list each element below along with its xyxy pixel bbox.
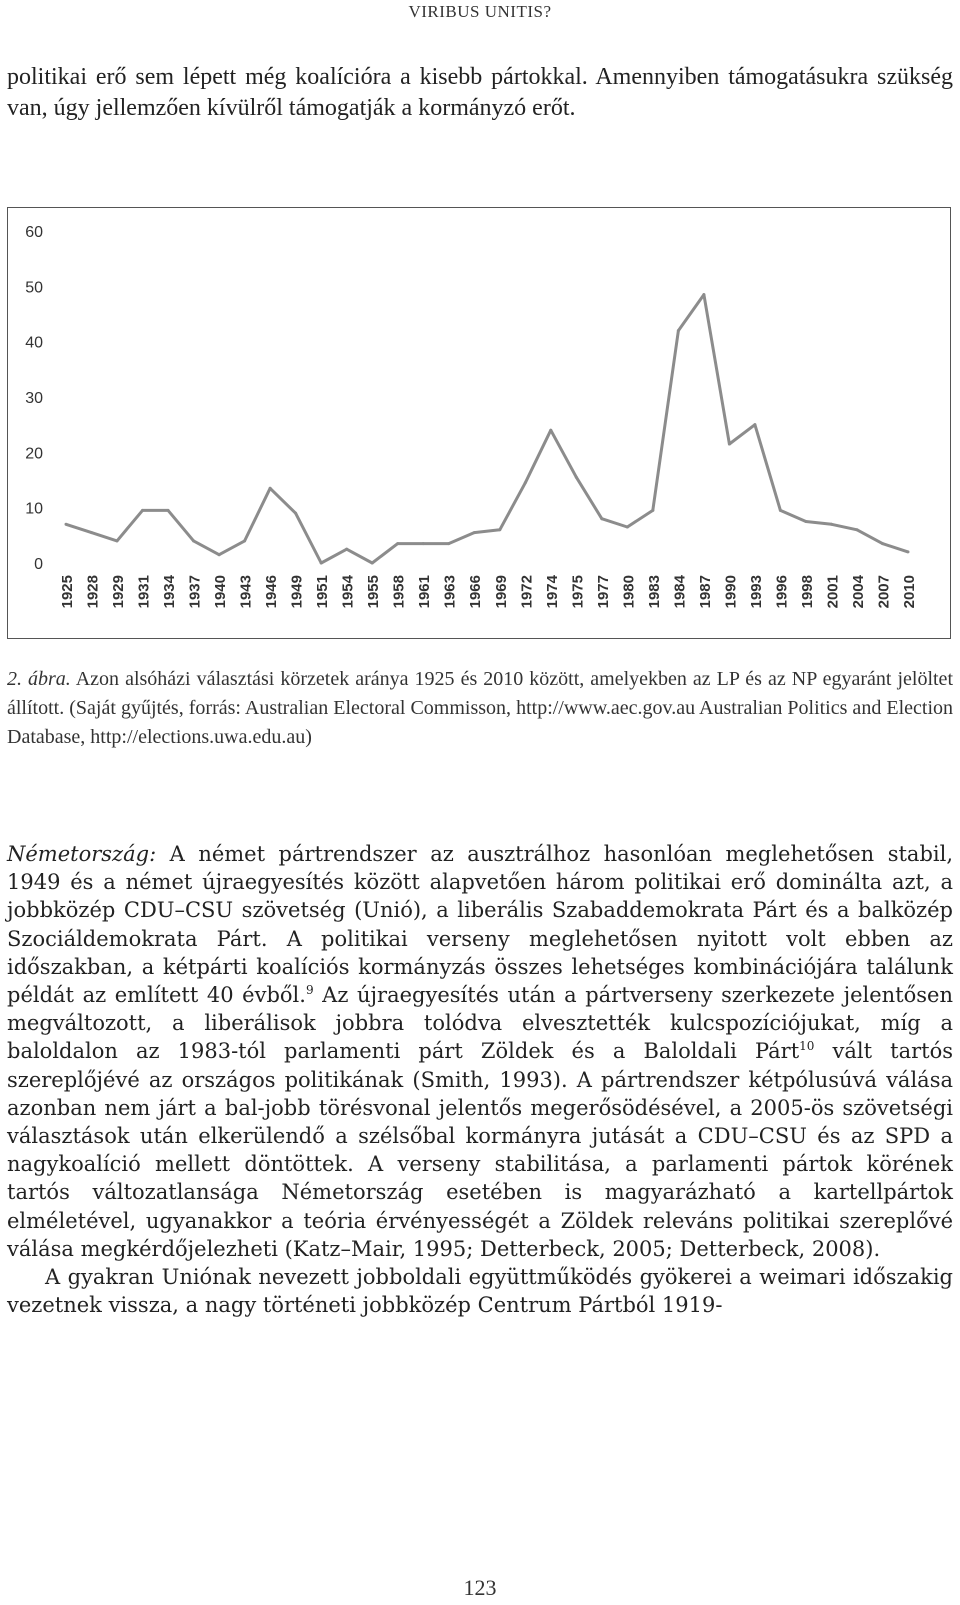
y-tick-label: 60 bbox=[25, 224, 43, 241]
x-tick-label: 1928 bbox=[84, 575, 102, 609]
caption-text: Azon alsóházi választási körzetek aránya 1925 és 2010 között, amelyekben az LP és az NP egyaránt jelöltet állított. (Saját gyűjtés, forrás: Australian Electoral Commisson, http://www.aec.gov.au Australian Politics and Election Database, http://elections.uwa.edu.au) bbox=[7, 668, 953, 748]
data-point bbox=[243, 539, 246, 542]
x-tick-label: 1934 bbox=[161, 575, 179, 609]
y-tick-label: 0 bbox=[34, 556, 43, 573]
x-tick-label: 1975 bbox=[569, 575, 587, 609]
data-point bbox=[881, 542, 884, 545]
data-point bbox=[702, 293, 705, 296]
data-point bbox=[90, 531, 93, 534]
line-chart bbox=[7, 207, 951, 639]
series-line-0 bbox=[66, 295, 908, 563]
data-point bbox=[269, 487, 272, 490]
x-tick-label: 1940 bbox=[212, 575, 230, 609]
x-tick-label: 1983 bbox=[645, 575, 663, 609]
data-point bbox=[498, 528, 501, 531]
data-point bbox=[830, 523, 833, 526]
data-point bbox=[728, 443, 731, 446]
x-tick-label: 1987 bbox=[696, 575, 714, 609]
data-point bbox=[549, 429, 552, 432]
x-tick-label: 1980 bbox=[620, 575, 638, 609]
data-point bbox=[192, 539, 195, 542]
x-tick-label: 1984 bbox=[671, 575, 689, 609]
footnote-ref-10[interactable]: 10 bbox=[799, 1039, 815, 1054]
x-tick-label: 1937 bbox=[186, 575, 204, 609]
x-tick-label: 1993 bbox=[747, 575, 765, 609]
body-text bbox=[7, 840, 953, 1319]
y-tick-label: 30 bbox=[25, 390, 43, 407]
x-tick-label: 2007 bbox=[875, 575, 893, 609]
paragraph-part-3: vált tartós szereplőjévé az országos politikának (Smith, 1993). A pártrendszer kétpólusúvá válása azonban nem járt a bal-jobb törésvonal jelentős megerősödésével, a 2005-ös szövetségi választások után elkerülendő a szélsőbal kormányra jutását a CDU–CSU és az SPD a nagykoalíció mellett döntöttek. A verseny stabilitása, a parlamenti pártok körének tartós változatlansága Németország esetében is magyarázható a kartellpártok elméletével, ugyanakkor a teória érvényességét a Zöldek releváns politikai szereplővé válása megkérdőjelezheti (Katz–Mair, 1995; Detterbeck, 2005; Detterbeck, 2008). bbox=[7, 1039, 954, 1261]
x-tick-label: 1951 bbox=[314, 575, 332, 609]
data-point bbox=[600, 517, 603, 520]
caption-label: 2. ábra. bbox=[7, 668, 71, 690]
x-tick-label: 1943 bbox=[237, 575, 255, 609]
data-point bbox=[320, 562, 323, 565]
data-point bbox=[753, 423, 756, 426]
data-point bbox=[804, 520, 807, 523]
paragraph-lead: Németország: bbox=[7, 842, 157, 866]
y-tick-label: 50 bbox=[25, 279, 43, 297]
x-tick-label: 1996 bbox=[773, 575, 791, 609]
intro-paragraph: politikai erő sem lépett még koalícióra a kisebb pártokkal. Amennyiben támogatásukra szükség van, úgy jellemzően kívülről támogatják a kormányzó erőt. bbox=[7, 64, 953, 121]
data-point bbox=[396, 542, 399, 545]
x-axis bbox=[59, 574, 918, 608]
data-point bbox=[294, 512, 297, 515]
footnote-ref-9[interactable]: 9 bbox=[305, 983, 314, 998]
x-tick-label: 1974 bbox=[543, 575, 561, 609]
data-point bbox=[779, 509, 782, 512]
x-tick-label: 1990 bbox=[722, 575, 740, 609]
x-tick-label: 1963 bbox=[441, 575, 459, 609]
x-tick-label: 2001 bbox=[824, 575, 842, 609]
paragraph-part-1: A német pártrendszer az ausztrálhoz hasonlóan meglehetősen stabil, 1949 és a német újraegyesítés között alapvetően három politikai erő dominálta azt, a jobbközép CDU–CSU szövetség (Unió), a liberális Szabaddemokrata Párt és a balközép Szociáldemokrata Párt. A politikai verseny meglehetősen nyitott volt ebben az időszakban, a kétpárti koalíciós kormányzás összes lehetséges kombinációjára találunk példát az említett 40 évből. bbox=[7, 842, 953, 1008]
data-point bbox=[345, 548, 348, 551]
x-tick-label: 2004 bbox=[849, 575, 867, 609]
paragraph-union: A gyakran Uniónak nevezett jobboldali együttműködés gyökerei a weimari időszakig vezetnek vissza, a nagy történeti jobbközép Centrum Pártból 1919- bbox=[7, 1265, 953, 1318]
x-tick-label: 1946 bbox=[263, 575, 281, 609]
paragraph-part-2: Az újraegyesítés után a pártverseny szerkezete jelentősen megváltozott, a liberálisok jobbra tolódva elvesztették kulcspozíciójukat, míg a baloldalon az 1983-tól parlamenti párt Zöldek és a Baloldali Párt bbox=[7, 983, 953, 1064]
data-point bbox=[651, 509, 654, 512]
data-point bbox=[907, 550, 910, 553]
data-point bbox=[167, 509, 170, 512]
data-point bbox=[141, 509, 144, 512]
running-head: VIRIBUS UNITIS? bbox=[408, 2, 552, 21]
x-tick-label: 1925 bbox=[59, 575, 76, 609]
data-point bbox=[447, 542, 450, 545]
x-tick-label: 1977 bbox=[594, 575, 612, 609]
paragraph-germany bbox=[7, 840, 953, 1263]
y-axis bbox=[25, 224, 43, 573]
data-point bbox=[371, 562, 374, 565]
y-tick-label: 20 bbox=[25, 445, 43, 463]
x-tick-label: 2010 bbox=[901, 575, 918, 609]
x-tick-label: 1961 bbox=[416, 575, 434, 609]
data-point bbox=[422, 542, 425, 545]
y-tick-label: 40 bbox=[25, 334, 43, 352]
data-point bbox=[575, 476, 578, 479]
data-point bbox=[65, 523, 68, 526]
data-point bbox=[473, 531, 476, 534]
y-tick-label: 10 bbox=[25, 500, 43, 518]
figure-caption bbox=[7, 665, 953, 752]
data-point bbox=[855, 528, 858, 531]
data-point bbox=[218, 553, 221, 556]
x-tick-label: 1931 bbox=[135, 575, 153, 609]
x-tick-label: 1998 bbox=[798, 575, 816, 609]
x-tick-label: 1955 bbox=[365, 575, 383, 609]
data-point bbox=[626, 526, 629, 529]
x-tick-label: 1969 bbox=[492, 575, 510, 609]
data-point bbox=[116, 539, 119, 542]
x-tick-label: 1949 bbox=[288, 575, 306, 609]
data-point bbox=[677, 329, 680, 332]
x-tick-label: 1966 bbox=[467, 575, 485, 609]
x-tick-label: 1929 bbox=[110, 575, 128, 609]
page-number: 123 bbox=[463, 1575, 497, 1600]
x-tick-label: 1958 bbox=[390, 575, 408, 609]
chart-svg bbox=[8, 208, 950, 638]
x-tick-label: 1954 bbox=[339, 575, 357, 609]
data-point bbox=[524, 481, 527, 484]
x-tick-label: 1972 bbox=[518, 575, 536, 609]
data-points bbox=[65, 293, 910, 564]
